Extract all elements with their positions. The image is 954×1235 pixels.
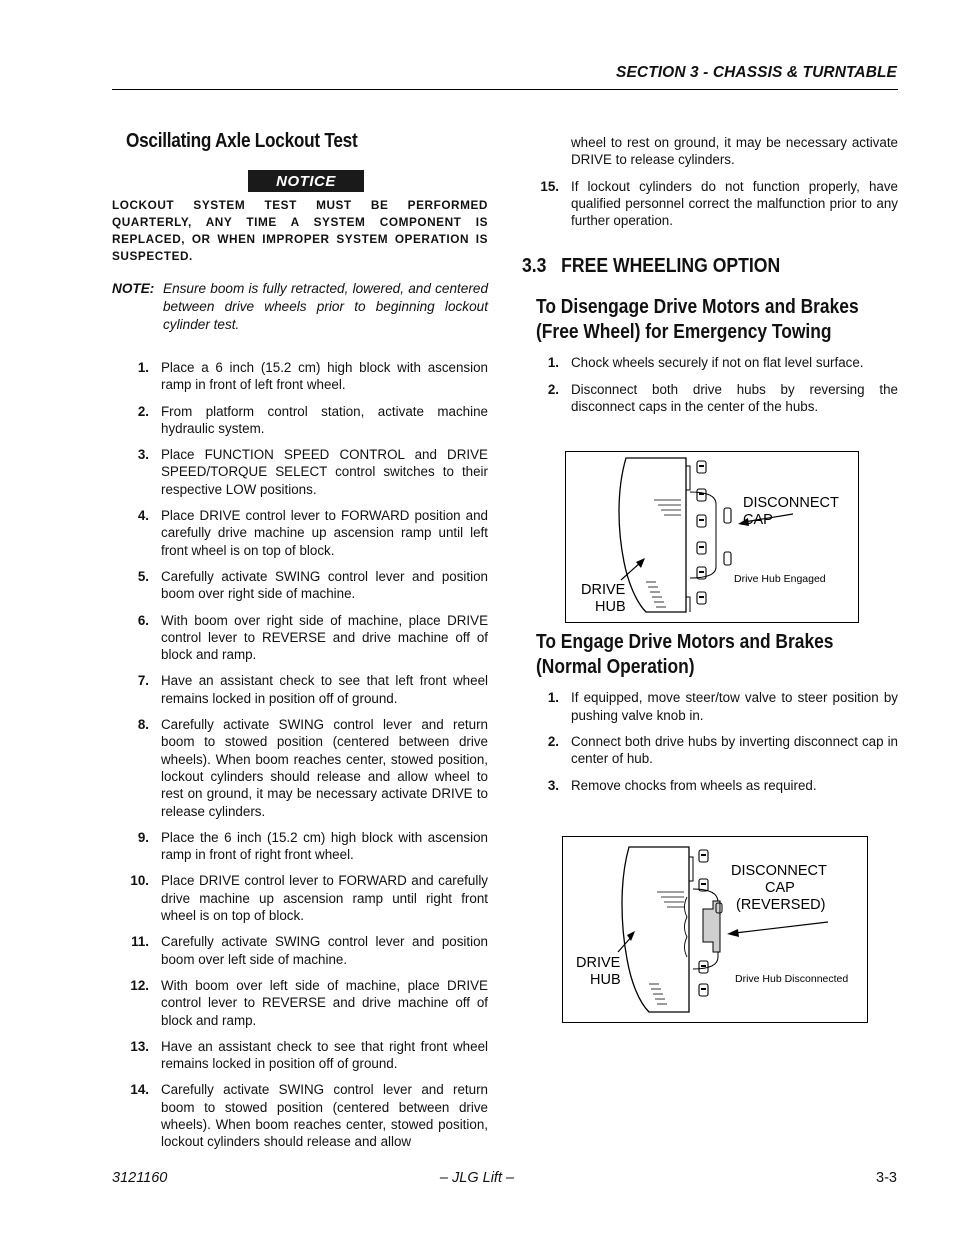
- step-text: Carefully activate SWING control lever and position boom over right side of machine.: [161, 568, 488, 602]
- notice-label: NOTICE: [276, 172, 336, 190]
- step-text: Place DRIVE control lever to FORWARD and carefully drive machine up ascension ramp until right front wheel is on top of block.: [161, 873, 488, 924]
- step-number: 1.: [547, 355, 559, 371]
- note: [112, 280, 488, 334]
- step-number: 1.: [137, 360, 149, 375]
- step-number: 3.: [547, 777, 559, 793]
- step-item: [522, 689, 898, 724]
- step-number: 7.: [137, 673, 149, 689]
- step-text: If lockout cylinders do not function properly, have qualified personnel correct the malfunction prior to any further operation.: [571, 178, 898, 229]
- step-text: If equipped, move steer/tow valve to steer position by pushing valve knob in.: [571, 690, 898, 723]
- step-item: [112, 359, 488, 394]
- drive-hub-disconnected-figure: [562, 836, 868, 1023]
- step-text: Disconnect both drive hubs by reversing the disconnect caps in the center of the hubs.: [571, 381, 898, 415]
- step-number: 9.: [137, 829, 149, 845]
- step-number: 12.: [130, 977, 149, 993]
- step-item: [522, 733, 898, 768]
- step-number: 3.: [137, 447, 149, 463]
- step-item: [112, 933, 488, 968]
- step-text: With boom over right side of machine, place DRIVE control lever to REVERSE and drive machine off of block and ramp.: [161, 612, 488, 663]
- step-text: Place the 6 inch (15.2 cm) high block with ascension ramp in front of right front wheel.: [161, 829, 488, 863]
- figure2-cap-label-line3: (REVERSED): [736, 897, 826, 913]
- header-rule: [112, 89, 898, 90]
- step-item: [112, 872, 488, 924]
- step-item: [112, 1038, 488, 1073]
- figure1-caption: Drive Hub Engaged: [734, 573, 826, 585]
- step-number: 4.: [137, 508, 149, 524]
- step-text: Remove chocks from wheels as required.: [571, 777, 817, 793]
- section-header: SECTION 3 - CHASSIS & TURNTABLE: [616, 64, 897, 81]
- note-label: NOTE:: [112, 281, 155, 296]
- step-number: 5.: [137, 568, 149, 584]
- step-item: [112, 446, 488, 498]
- drive-hub-engaged-figure: [565, 451, 859, 623]
- figure2-hub-label-line1: DRIVE: [576, 955, 621, 971]
- lockout-steps-list: [112, 359, 488, 1151]
- figure1-cap-label-line2: CAP: [743, 512, 773, 528]
- continued-step-text: wheel to rest on ground, it may be necessary activate DRIVE to release cylinders.: [571, 135, 898, 168]
- step-text: Place a 6 inch (15.2 cm) high block with ascension ramp in front of left front wheel.: [161, 360, 488, 393]
- step-number: 14.: [130, 1082, 149, 1098]
- step-text: Have an assistant check to see that right front wheel remains locked in position off of ground.: [161, 1038, 488, 1072]
- engage-heading: To Engage Drive Motors and Brakes (Normal Operation): [536, 631, 834, 679]
- note-text: Ensure boom is fully retracted, lowered, and centered between drive wheels prior to beginning lockout cylinder test.: [163, 281, 488, 332]
- figure2-cap-label-line2: CAP: [765, 880, 795, 896]
- step-item: [112, 1081, 488, 1150]
- step-number: 6.: [137, 612, 149, 628]
- footer-brand: – JLG Lift –: [439, 1170, 515, 1186]
- footer-page-number: 3-3: [876, 1170, 897, 1186]
- step-text: Place DRIVE control lever to FORWARD position and carefully drive machine up ascension ramp until left front wheel is on top of block.: [161, 508, 488, 558]
- step-text: Connect both drive hubs by inverting disconnect cap in center of hub.: [571, 733, 898, 767]
- step-number: 13.: [130, 1038, 149, 1054]
- drive-hub-disconnected-drawing: [563, 837, 867, 1022]
- figure2-cap-label-line1: DISCONNECT: [731, 863, 827, 879]
- step-item: [112, 568, 488, 603]
- left-column: [112, 130, 488, 1160]
- step-text: Carefully activate SWING control lever and return boom to stowed position (centered between drive wheels). When boom reaches center, stowed position, lockout cylinders should release and allow wheel to rest on ground, it may be necessary activate DRIVE to release cylinders.: [161, 717, 488, 819]
- figure1-hub-label-line1: DRIVE: [581, 582, 626, 598]
- step-item: [112, 672, 488, 707]
- figure1-hub-label-line2: HUB: [595, 599, 626, 615]
- step-item: [112, 977, 488, 1029]
- step-item: [112, 829, 488, 864]
- step-number: 2.: [137, 403, 149, 419]
- step-text: Chock wheels securely if not on flat level surface.: [571, 355, 864, 371]
- step-number: 8.: [137, 717, 149, 733]
- step-item: [112, 507, 488, 559]
- section-title: Oscillating Axle Lockout Test: [126, 130, 358, 152]
- notice-text: LOCKOUT SYSTEM TEST MUST BE PERFORMED QUARTERLY, ANY TIME A SYSTEM COMPONENT IS REPLACED, OR WHEN IMPROPER SYSTEM OPERATION IS SUSPECTED.: [112, 198, 488, 263]
- step-number: 2.: [547, 733, 559, 749]
- figure1-cap-label-line1: DISCONNECT: [743, 495, 839, 511]
- step-text: From platform control station, activate machine hydraulic system.: [161, 403, 488, 436]
- step-text: Place FUNCTION SPEED CONTROL and DRIVE SPEED/TORQUE SELECT control switches to their respective LOW positions.: [161, 447, 488, 497]
- step-number: 1.: [547, 690, 559, 706]
- step-number: 15.: [540, 178, 559, 194]
- step-text: Carefully activate SWING control lever and return boom to stowed position (centered between drive wheels). When boom reaches center, stowed position, lockout cylinders should release and allow: [161, 1082, 488, 1150]
- step-text: With boom over left side of machine, place DRIVE control lever to REVERSE and drive machine off of block and ramp.: [161, 977, 488, 1028]
- step-item: [112, 612, 488, 664]
- step-text: Carefully activate SWING control lever and position boom over left side of machine.: [161, 934, 488, 967]
- step-text: Have an assistant check to see that left front wheel remains locked in position off of ground.: [161, 673, 488, 706]
- step-item: [522, 777, 898, 794]
- section-heading: 3.3 FREE WHEELING OPTION: [522, 255, 781, 278]
- step-item: [112, 403, 488, 438]
- step-item: [522, 178, 898, 230]
- step-number: 10.: [130, 873, 149, 889]
- step-item: [112, 716, 488, 820]
- disengage-steps-list: [522, 354, 898, 415]
- drive-hub-engaged-drawing: [566, 452, 858, 622]
- disengage-heading: To Disengage Drive Motors and Brakes (Free Wheel) for Emergency Towing: [536, 296, 859, 344]
- footer-doc-number: 3121160: [112, 1170, 168, 1186]
- notice-badge: [248, 170, 364, 192]
- step-number: 11.: [131, 934, 149, 950]
- figure2-caption: Drive Hub Disconnected: [735, 973, 849, 985]
- step-item: [522, 381, 898, 416]
- engage-steps-list: [522, 689, 898, 793]
- step-item: [522, 354, 898, 371]
- step-number: 2.: [547, 381, 559, 397]
- figure2-hub-label-line2: HUB: [590, 972, 621, 988]
